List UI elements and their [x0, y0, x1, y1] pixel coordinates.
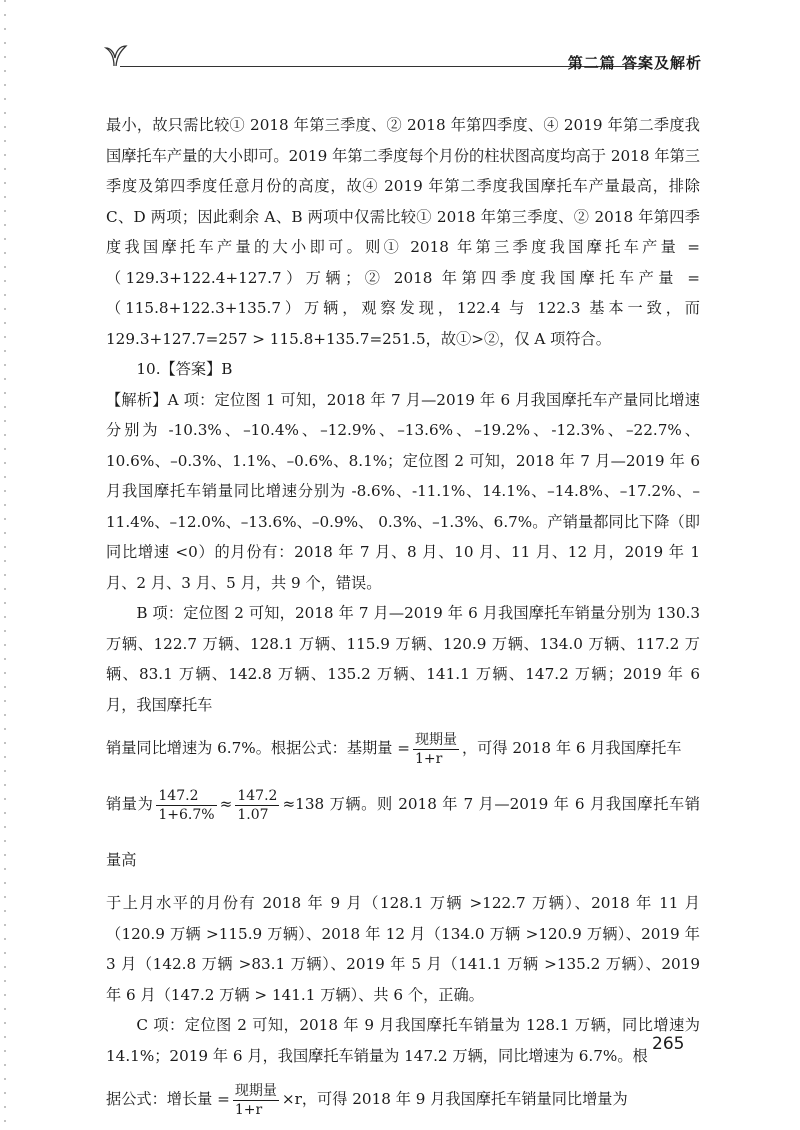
analysis-c: C 项：定位图 2 可知，2018 年 9 月我国摩托车销量为 128.1 万辆，同比增速为 14.1%；2019 年 6 月，我国摩托车销量为 147.2 万辆，同比增速为 6.7%。根 [106, 1016, 700, 1065]
fraction-base-formula: $\frac{\text{现期量}}{1+r}$ [414, 731, 457, 767]
binding-margin-dots [4, 0, 6, 1130]
formula-line-1 [106, 720, 700, 776]
formula-line-2 [106, 776, 700, 888]
formula-text: 据公式：增长量 = [106, 1090, 230, 1108]
approx-sign: ≈ [219, 795, 233, 813]
analysis-a: 【解析】A 项：定位图 1 可知，2018 年 7 月—2019 年 6 月我国摩托车产量同比增速分别为 -10.3%、–10.4%、–12.9%、–13.6%、–19.2%、-12.3%、–22.7%、 10.6%、–0.3%、1.1%、–0.6%、8.1%；定位图 2 可知，2018 年 7 月—2019 年 6 月我国摩托车销量同比增速分别为 -8.6%、-11.1%、14.1%、–14.8%、–17.2%、–11.4%、–12.0%、–13.6%、–0.9%、 0.3%、–1.3%、6.7%。产销量都同比下降（即同比增速 <0）的月份有：2018 年 7 月、8 月、10 月、11 月、12 月，2019 年 1 月、2 月、3 月、5 月，共 9 个，错误。 [106, 390, 700, 592]
analysis-b-result: 于上月水平的月份有 2018 年 9 月（128.1 万辆 >122.7 万辆）、2018 年 11 月（120.9 万辆 >115.9 万辆）、2018 年 12 月（134.0 万辆 >120.9 万辆）、2019 年 3 月（142.8 万辆 >83.1 万辆）、2019 年 5 月（141.1 万辆 >135.2 万辆）、2019 年 6 月（147.2 万辆 > 141.1 万辆）、共 6 个，正确。 [106, 894, 700, 1004]
answer-heading: 10.【答案】B [136, 360, 233, 378]
paragraph-continuation: 最小，故只需比较① 2018 年第三季度、② 2018 年第四季度、④ 2019 年第二季度我国摩托车产量的大小即可。2019 年第二季度每个月份的柱状图高度均高于 2018 年第三季度及第四季度任意月份的高度，故④ 2019 年第二季度我国摩托车产量最高，排除 C、D 两项；因此剩余 A、B 两项中仅需比较① 2018 年第三季度、② 2018 年第四季度我国摩托车产量的大小即可。则① 2018 年第三季度我国摩托车产量 =（129.3+122.4+127.7）万辆；② 2018 年第四季度我国摩托车产量 =（115.8+122.3+135.7）万辆，观察发现，122.4 与 122.3 基本一致，而 129.3+127.7=257 > 115.8+135.7=251.5，故①>②，仅 A 项符合。 [106, 116, 700, 348]
formula-text: 销量同比增速为 6.7%。根据公式：基期量 = [106, 739, 410, 757]
page-number: 265 [652, 1034, 685, 1054]
page-header [100, 44, 702, 74]
formula-line-3 [106, 1071, 700, 1127]
formula-text: 销量为 [106, 795, 154, 813]
fraction-growth-formula: $\frac{\text{现期量}}{1+r}$ [234, 1082, 277, 1118]
section-title: 第二篇 答案及解析 [567, 54, 702, 72]
page-body [106, 110, 700, 1127]
fraction-calc-1: $\frac{147.2}{1+6.7\%}$ [158, 787, 215, 823]
analysis-b: B 项：定位图 2 可知，2018 年 7 月—2019 年 6 月我国摩托车销量分别为 130.3 万辆、122.7 万辆、128.1 万辆、115.9 万辆、120.9 万辆、134.0 万辆、117.2 万辆、83.1 万辆、142.8 万辆、135.2 万辆、141.1 万辆、147.2 万辆；2019 年 6 月，我国摩托车 [106, 604, 700, 714]
formula-text: ×r，可得 2018 年 9 月我国摩托车销量同比增量为 [281, 1090, 628, 1108]
formula-text: ，可得 2018 年 6 月我国摩托车 [461, 739, 682, 757]
fraction-calc-2: $\frac{147.2}{1.07}$ [237, 787, 278, 823]
formula-text: ≈138 万辆。则 2018 年 7 月—2019 年 6 月我国摩托车销量高 [106, 795, 700, 869]
